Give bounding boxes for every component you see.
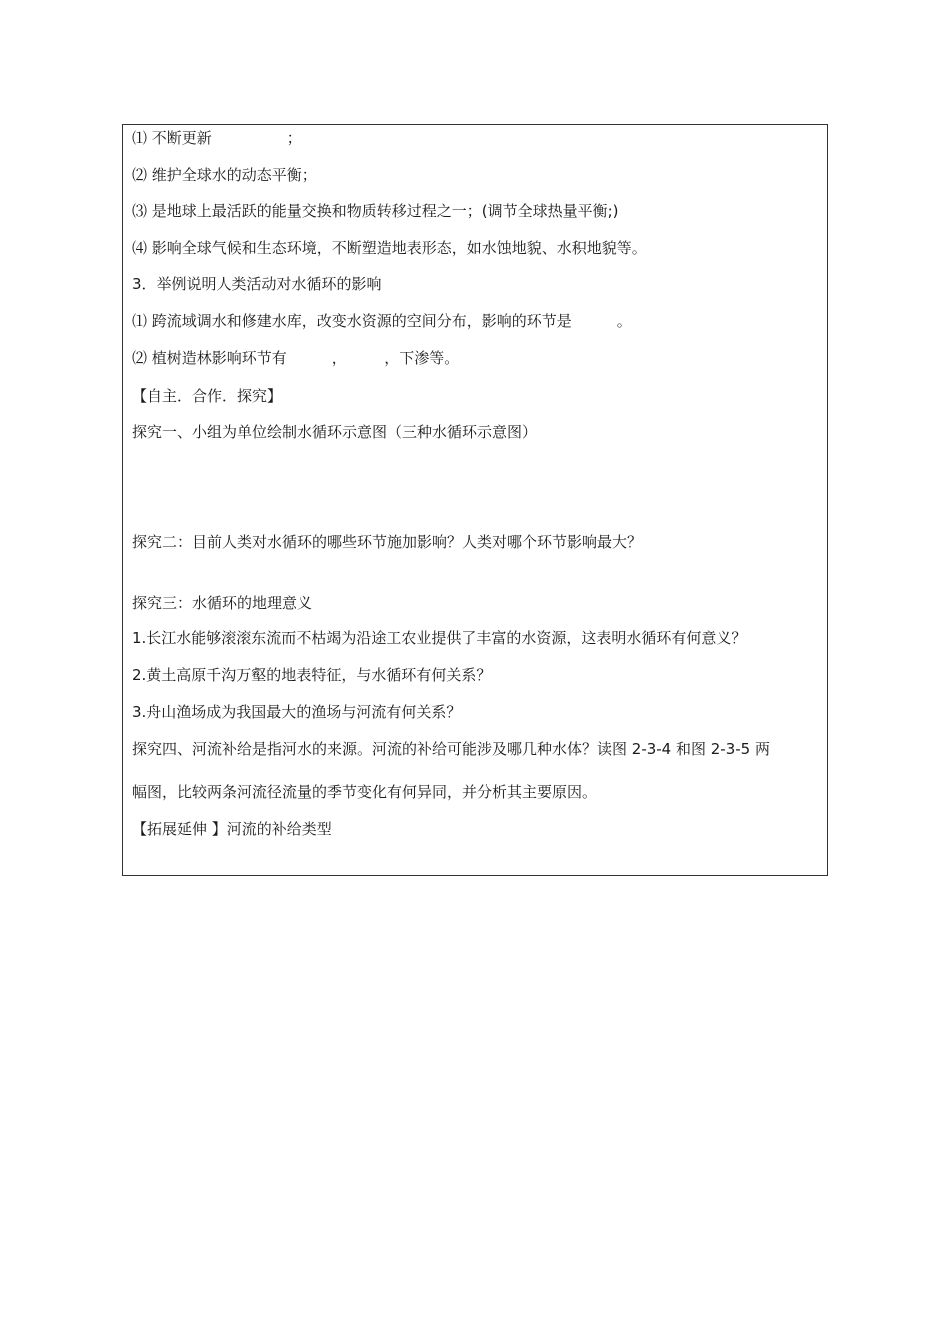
text-line-4: ⑷ 影响全球气候和生态环境，不断塑造地表形态，如水蚀地貌、水积地貌等。: [132, 239, 647, 257]
text-line-13: 2.黄土高原千沟万壑的地表特征，与水循环有何关系？: [132, 666, 492, 684]
text-line-7: ⑵ 植树造林影响环节有 ， ，下渗等。: [132, 349, 460, 367]
text-line-5: 3．举例说明人类活动对水循环的影响: [132, 275, 382, 293]
text-line-2: ⑵ 维护全球水的动态平衡；: [132, 166, 317, 184]
content-frame: [122, 124, 828, 876]
text-line-15: 探究四、河流补给是指河水的来源。河流的补给可能涉及哪几种水体？读图 2-3-4 和图 2-3-5 两: [132, 740, 770, 758]
text-line-16: 幅图，比较两条河流径流量的季节变化有何异同，并分析其主要原因。: [132, 783, 598, 801]
text-line-6: ⑴ 跨流域调水和修建水库，改变水资源的空间分布，影响的环节是 。: [132, 312, 632, 330]
text-line-10: 探究二：目前人类对水循环的哪些环节施加影响？人类对哪个环节影响最大？: [132, 533, 643, 551]
text-line-11: 探究三：水循环的地理意义: [132, 594, 313, 612]
text-line-14: 3.舟山渔场成为我国最大的渔场与河流有何关系？: [132, 703, 462, 721]
text-line-12: 1.长江水能够滚滚东流而不枯竭为沿途工农业提供了丰富的水资源，这表明水循环有何意义？: [132, 629, 747, 647]
section-heading-extension: 【拓展延伸 】河流的补给类型: [132, 820, 332, 838]
text-line-1: ⑴ 不断更新 ；: [132, 129, 302, 147]
text-line-9: 探究一、小组为单位绘制水循环示意图（三种水循环示意图）: [132, 423, 538, 441]
section-heading-explore: 【自主．合作．探究】: [132, 387, 283, 405]
text-line-3: ⑶ 是地球上最活跃的能量交换和物质转移过程之一；(调节全球热量平衡;): [132, 202, 619, 220]
